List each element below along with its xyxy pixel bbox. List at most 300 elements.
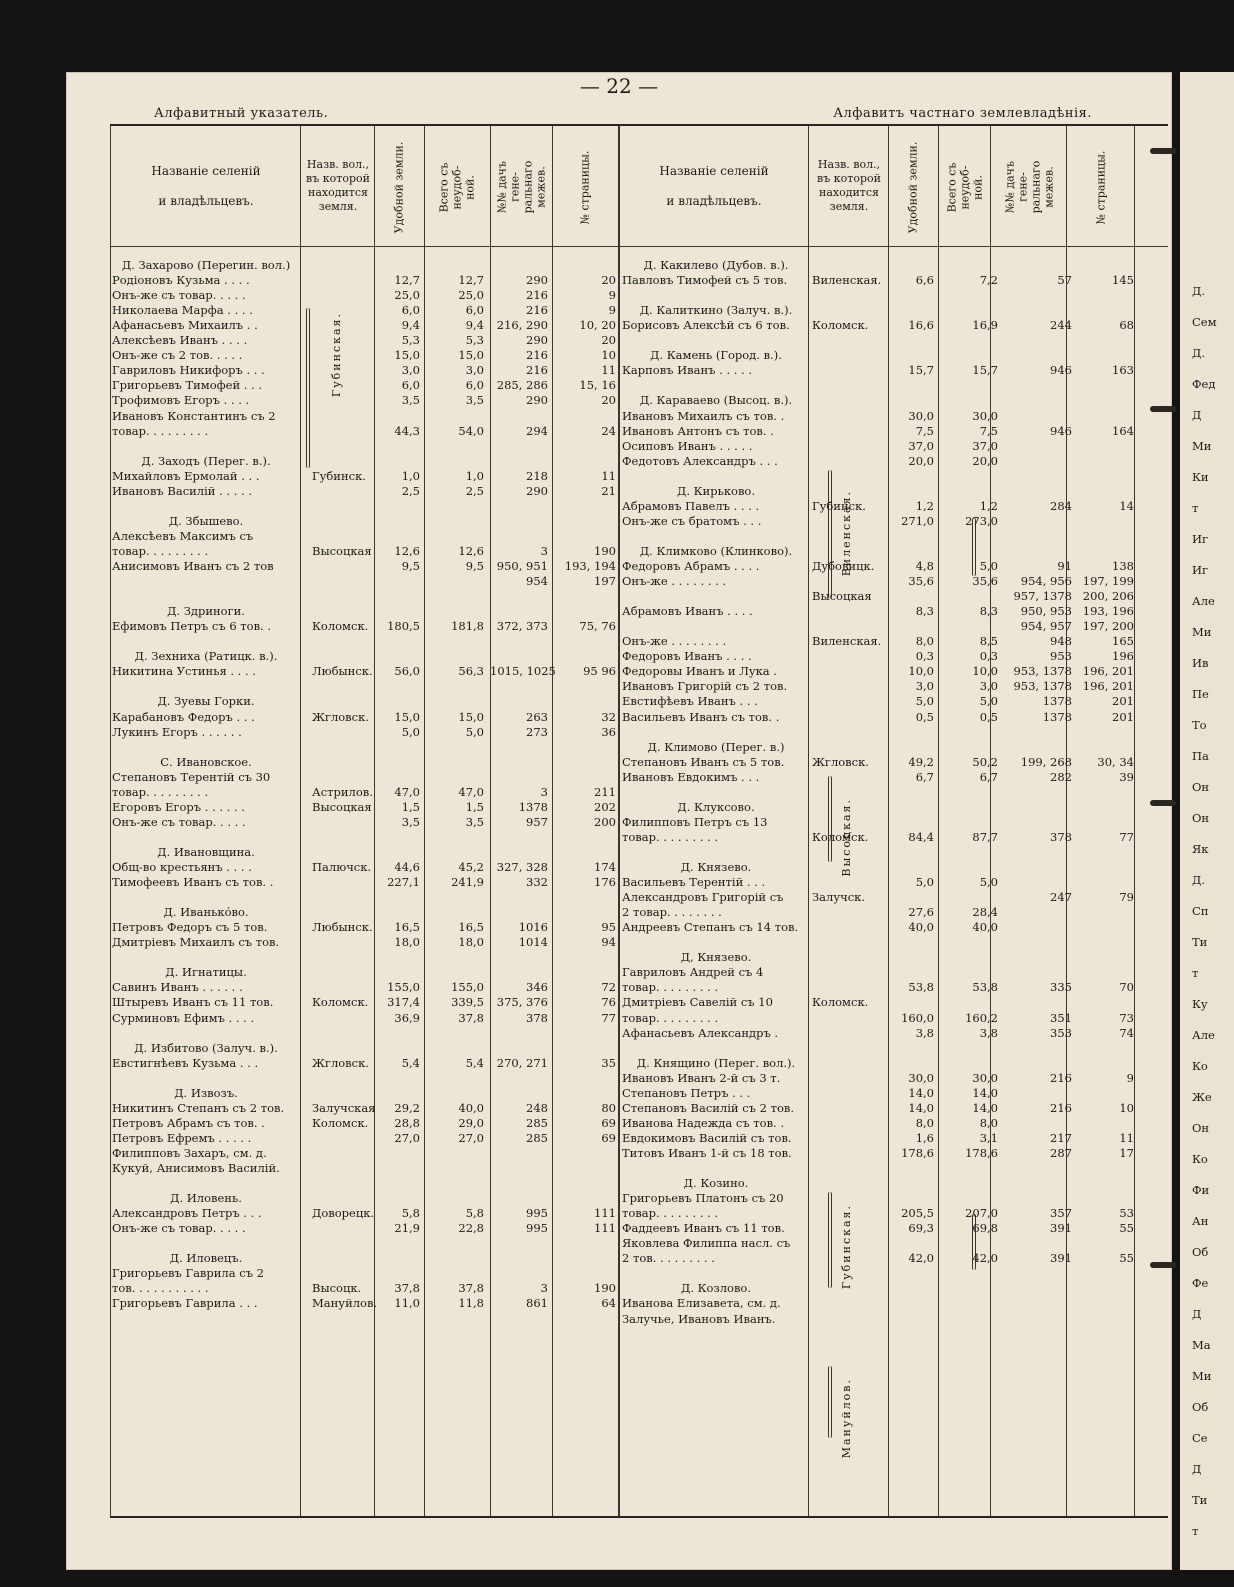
entry-name: Иванова Елизавета, см. д. bbox=[622, 1296, 781, 1311]
entry-name: Родіоновъ Кузьма . . . . bbox=[112, 273, 250, 288]
entry-volost: Виленская. bbox=[812, 634, 882, 649]
entry-name: Васильевъ Терентій . . . bbox=[622, 875, 766, 890]
entry-stranitsy: 111 bbox=[594, 1221, 616, 1236]
entry-stranitsy: 111 bbox=[594, 1206, 616, 1221]
entry-dachi: 216 bbox=[526, 363, 548, 378]
entry-name: Д. Иловень. bbox=[170, 1191, 242, 1206]
entry-stranitsy: 164 bbox=[1112, 423, 1134, 438]
entry-udobnoy: 1,0 bbox=[401, 468, 420, 483]
entry-name: товар. . . . . . . . . bbox=[622, 980, 719, 995]
entry-stranitsy: 201 bbox=[1112, 709, 1134, 724]
entry-stranitsy: 197 bbox=[594, 574, 616, 589]
entry-name: Онъ-же . . . . . . . . bbox=[622, 634, 727, 649]
index-table bbox=[110, 124, 1168, 1518]
fragment-text: Па bbox=[1192, 749, 1209, 763]
entry-name: Алексѣевъ Максимъ съ bbox=[112, 528, 254, 543]
entry-udobnoy: 3,8 bbox=[915, 1025, 934, 1040]
entry-name: Залучье, Ивановъ Иванъ. bbox=[622, 1311, 776, 1326]
entry-vsego: 15,0 bbox=[458, 709, 484, 724]
entry-vsego: 9,5 bbox=[465, 559, 484, 573]
col-header-dachi-right: №№ дачъ гене- ральнаго межев. bbox=[1003, 160, 1056, 214]
entry-name: Григорьевъ Тимофей . . . bbox=[112, 378, 263, 393]
entry-name: товар. . . . . . . . . bbox=[622, 1206, 719, 1221]
entry-name: Д. Козино. bbox=[683, 1176, 749, 1191]
entry-udobnoy: 155,0 bbox=[387, 980, 420, 995]
entry-udobnoy: 27,6 bbox=[908, 905, 934, 920]
entry-stranitsy: 163 bbox=[1112, 363, 1134, 378]
entry-udobnoy: 42,0 bbox=[908, 1251, 934, 1266]
entry-vsego: 273,0 bbox=[965, 513, 998, 528]
entry-dachi: 954, 956 bbox=[1020, 574, 1072, 589]
entry-name: Афанасьевъ Михаилъ . . bbox=[112, 318, 258, 333]
entry-name: Д. Караваево (Высоц. в.). bbox=[639, 393, 793, 408]
entry-vsego: 1,0 bbox=[465, 468, 484, 483]
entry-name: Иванова Надежда съ тов. . bbox=[622, 1115, 785, 1130]
entry-name: С. Ивановское. bbox=[160, 754, 252, 769]
entry-name: Онъ-же . . . . . . . . bbox=[622, 574, 727, 589]
entry-stranitsy: 190 bbox=[594, 1281, 616, 1296]
entry-udobnoy: 3,0 bbox=[915, 679, 934, 694]
entry-name: Карабановъ Федоръ . . . bbox=[112, 709, 255, 724]
entry-name: Степановъ Василій съ 2 тов. bbox=[622, 1100, 795, 1115]
entry-udobnoy: 7,5 bbox=[915, 423, 934, 438]
entry-udobnoy: 18,0 bbox=[394, 935, 420, 950]
entry-udobnoy: 178,6 bbox=[901, 1145, 934, 1160]
entry-name: Евдокимовъ Василій съ тов. bbox=[622, 1130, 792, 1145]
entry-name: Д. Иловецъ. bbox=[169, 1251, 243, 1266]
entry-dachi: 244 bbox=[1050, 318, 1072, 333]
entry-volost: Коломск. bbox=[812, 829, 869, 844]
fragment-text: Д bbox=[1192, 408, 1202, 422]
entry-name: Федотовъ Александръ . . . bbox=[622, 453, 778, 468]
fragment-text: Се bbox=[1192, 1431, 1208, 1445]
entry-udobnoy: 11,0 bbox=[394, 1296, 420, 1311]
entry-dachi: 332 bbox=[526, 875, 548, 890]
entry-vsego: 0,3 bbox=[979, 649, 998, 664]
entry-stranitsy: 14 bbox=[1119, 498, 1134, 513]
fragment-text: Пе bbox=[1192, 687, 1209, 701]
entry-name: 2 товар. . . . . . . . bbox=[622, 905, 722, 920]
entry-name: Евстифѣевъ Иванъ . . . bbox=[622, 694, 758, 709]
entry-dachi: 290 bbox=[526, 273, 548, 288]
entry-name: товар. . . . . . . . . bbox=[112, 423, 209, 438]
entry-dachi: 294 bbox=[526, 423, 548, 438]
entry-dachi: 285 bbox=[526, 1130, 548, 1145]
entry-name: Осиповъ Иванъ . . . . . bbox=[622, 438, 753, 453]
fragment-text: Сем bbox=[1192, 315, 1217, 329]
entry-volost: Коломск. bbox=[312, 1115, 369, 1130]
entry-udobnoy: 56,0 bbox=[394, 664, 420, 679]
entry-dachi: 216 bbox=[1050, 1070, 1072, 1085]
entry-name: Гавриловъ Андрей съ 4 bbox=[622, 965, 764, 980]
fragment-text: Иг bbox=[1192, 532, 1209, 546]
fragment-text: Як bbox=[1192, 842, 1209, 856]
entry-stranitsy: 9 bbox=[608, 303, 616, 318]
entry-volost: Коломск. bbox=[312, 995, 369, 1010]
entry-name: Д. Княщино (Перег. вол.). bbox=[636, 1055, 796, 1070]
entry-name: Ивановъ Иванъ 2-й съ 3 т. bbox=[622, 1070, 781, 1085]
entry-name: Савинъ Иванъ . . . . . . bbox=[112, 980, 243, 995]
entry-udobnoy: 6,0 bbox=[401, 378, 420, 393]
fragment-text: Фед bbox=[1192, 377, 1216, 391]
entry-udobnoy: 5,0 bbox=[915, 694, 934, 709]
entry-stranitsy: 72 bbox=[601, 980, 616, 995]
entry-name: Д. Климково (Клинково). bbox=[639, 543, 793, 558]
entry-vsego: 3,0 bbox=[979, 679, 998, 694]
fragment-text: Але bbox=[1192, 594, 1215, 608]
entry-udobnoy: 21,9 bbox=[394, 1221, 420, 1236]
entry-name: Титовъ Иванъ 1-й съ 18 тов. bbox=[622, 1145, 792, 1160]
entry-name: Лукинъ Егоръ . . . . . . bbox=[112, 724, 242, 739]
entry-vsego: 2,5 bbox=[465, 483, 484, 498]
entry-stranitsy: 80 bbox=[601, 1100, 616, 1115]
entry-name: Д. Збышево. bbox=[168, 513, 244, 528]
entry-stranitsy: 35 bbox=[601, 1055, 616, 1070]
col-header-dachi-left: №№ дачъ гене- ральнаго межев. bbox=[495, 160, 548, 214]
entry-stranitsy: 11 bbox=[1119, 1130, 1134, 1145]
entry-dachi: 372, 373 bbox=[496, 619, 548, 634]
entry-udobnoy: 53,8 bbox=[908, 980, 934, 995]
entry-vsego: 339,5 bbox=[451, 995, 484, 1010]
entry-udobnoy: 10,0 bbox=[908, 664, 934, 679]
entry-dachi: 57 bbox=[1057, 273, 1072, 288]
entry-dachi: 957 bbox=[526, 814, 548, 829]
fragment-text: Иг bbox=[1192, 563, 1209, 577]
entry-volost: Виленская. bbox=[812, 273, 882, 288]
entry-name: Д. Захарово (Перегин. вол.) bbox=[121, 258, 291, 272]
entry-udobnoy: 30,0 bbox=[908, 1070, 934, 1085]
entry-vsego: 178,6 bbox=[965, 1145, 998, 1160]
entry-dachi: 948 bbox=[1050, 634, 1072, 649]
entry-udobnoy: 15,0 bbox=[394, 348, 420, 363]
entry-stranitsy: 39 bbox=[1119, 769, 1134, 784]
volost-vertical-vysotskaya-right: Высоцкая. bbox=[840, 798, 853, 877]
entry-dachi: 391 bbox=[1050, 1221, 1072, 1236]
entry-name: Андреевъ Степанъ съ 14 тов. bbox=[622, 920, 799, 935]
entry-dachi: 1378 bbox=[1042, 709, 1072, 724]
entry-name: Николаева Марфа . . . . bbox=[112, 303, 253, 318]
entry-stranitsy: 36 bbox=[601, 724, 616, 739]
entry-name: Ивановъ Василій . . . . . bbox=[112, 483, 253, 498]
entry-vsego: 3,5 bbox=[465, 393, 484, 408]
entry-udobnoy: 14,0 bbox=[908, 1085, 934, 1100]
entry-dachi: 953, 1378 bbox=[1013, 679, 1072, 694]
volost-vertical-manuylov-right: Мануйлов. bbox=[840, 1378, 853, 1459]
entry-volost: Жгловск. bbox=[812, 754, 869, 769]
entry-stranitsy: 10 bbox=[1119, 1100, 1134, 1115]
entry-vsego: 30,0 bbox=[972, 408, 998, 423]
header-right: Алфавитъ частнаго землевладѣнія. bbox=[833, 106, 1092, 121]
fragment-text: Ив bbox=[1192, 656, 1209, 670]
entry-vsego: 5,0 bbox=[465, 724, 484, 739]
entry-vsego: 20,0 bbox=[972, 453, 998, 468]
entry-vsego: 35,6 bbox=[972, 574, 998, 589]
fragment-text: Ти bbox=[1192, 935, 1208, 949]
entry-name: Трофимовъ Егоръ . . . . bbox=[112, 393, 250, 408]
entry-vsego: 6,7 bbox=[979, 769, 998, 784]
entry-dachi: 995 bbox=[526, 1221, 548, 1236]
entry-udobnoy: 5,3 bbox=[401, 333, 420, 348]
entry-vsego: 5,0 bbox=[979, 875, 998, 890]
entry-volost: Дубовицк. bbox=[812, 559, 875, 573]
entry-vsego: 8,3 bbox=[979, 604, 998, 619]
entry-name: Анисимовъ Иванъ съ 2 тов bbox=[112, 559, 274, 573]
entry-udobnoy: 36,9 bbox=[394, 1010, 420, 1025]
entry-dachi: 953 bbox=[1050, 649, 1072, 664]
entry-volost: Высоцк. bbox=[312, 1281, 362, 1296]
entry-vsego: 25,0 bbox=[458, 288, 484, 303]
entry-name: Кукуй, Анисимовъ Василій. bbox=[112, 1161, 280, 1175]
entry-dachi: 263 bbox=[526, 709, 548, 724]
fragment-text: Ко bbox=[1192, 1059, 1208, 1073]
entry-stranitsy: 68 bbox=[1119, 318, 1134, 333]
entry-stranitsy: 196, 201 bbox=[1082, 679, 1134, 694]
entry-udobnoy: 30,0 bbox=[908, 408, 934, 423]
entry-dachi: 3 bbox=[540, 1281, 548, 1296]
entry-udobnoy: 0,3 bbox=[915, 649, 934, 664]
entry-dachi: 3 bbox=[540, 784, 548, 799]
entry-stranitsy: 53 bbox=[1119, 1206, 1134, 1221]
entry-stranitsy: 202 bbox=[594, 799, 616, 814]
entry-volost: Высоцкая bbox=[312, 543, 372, 558]
entry-vsego: 160,2 bbox=[965, 1010, 998, 1025]
entry-stranitsy: 176 bbox=[594, 875, 616, 890]
entry-volost: Губинск. bbox=[812, 498, 866, 513]
entry-dachi: 285, 286 bbox=[496, 378, 548, 393]
entry-udobnoy: 84,4 bbox=[908, 829, 934, 844]
entry-name: Яковлева Филиппа насл. съ bbox=[622, 1236, 791, 1251]
entry-udobnoy: 3,5 bbox=[401, 814, 420, 829]
entry-vsego: 6,0 bbox=[465, 378, 484, 393]
entry-udobnoy: 27,0 bbox=[394, 1130, 420, 1145]
entry-dachi: 346 bbox=[526, 980, 548, 995]
entry-stranitsy: 174 bbox=[594, 860, 616, 874]
entry-name: Тимофеевъ Иванъ съ тов. . bbox=[112, 875, 274, 890]
entry-vsego: 50,2 bbox=[972, 754, 998, 769]
entry-name: Д. Кирьково. bbox=[676, 483, 755, 498]
entry-stranitsy: 17 bbox=[1119, 1145, 1134, 1160]
entry-volost: Коломск. bbox=[312, 619, 369, 634]
binding-clip bbox=[1150, 148, 1176, 154]
fragment-text: То bbox=[1192, 718, 1207, 732]
entry-stranitsy: 64 bbox=[601, 1296, 616, 1311]
entry-udobnoy: 12,6 bbox=[394, 543, 420, 558]
entry-udobnoy: 8,0 bbox=[915, 634, 934, 649]
entry-name: Степановъ Петръ . . . bbox=[622, 1085, 751, 1100]
entry-udobnoy: 9,5 bbox=[401, 559, 420, 573]
entry-stranitsy: 20 bbox=[601, 393, 616, 408]
entry-stranitsy: 10, 20 bbox=[579, 318, 616, 333]
entry-vsego: 18,0 bbox=[458, 935, 484, 950]
entry-name: Филипповъ Петръ съ 13 bbox=[622, 814, 768, 829]
entry-vsego: 12,6 bbox=[458, 543, 484, 558]
entry-vsego: 0,5 bbox=[979, 709, 998, 724]
entry-vsego: 15,0 bbox=[458, 348, 484, 363]
entry-vsego: 47,0 bbox=[458, 784, 484, 799]
entry-udobnoy: 8,0 bbox=[915, 1115, 934, 1130]
entry-name: Федоровы Иванъ и Лука . bbox=[622, 664, 777, 679]
entry-volost: Высоцкая bbox=[312, 799, 372, 814]
entry-vsego: 3,5 bbox=[465, 814, 484, 829]
entry-stranitsy: 200, 206 bbox=[1082, 589, 1134, 604]
fragment-text: Сп bbox=[1192, 904, 1209, 918]
entry-vsego: 241,9 bbox=[451, 875, 484, 890]
fragment-text: Д bbox=[1192, 1307, 1202, 1321]
entry-name: Петровъ Абрамъ съ тов. . bbox=[112, 1115, 265, 1130]
entry-vsego: 7,5 bbox=[979, 423, 998, 438]
entry-name: Карповъ Иванъ . . . . . bbox=[622, 363, 753, 378]
entry-vsego: 54,0 bbox=[458, 423, 484, 438]
entry-vsego: 8,0 bbox=[979, 1115, 998, 1130]
volost-vertical-gubinskaya-left: Губинская. bbox=[330, 312, 343, 398]
entry-udobnoy: 205,5 bbox=[901, 1206, 934, 1221]
entry-volost: Мануйлов. bbox=[312, 1296, 378, 1311]
entry-stranitsy: 211 bbox=[594, 784, 616, 799]
col-header-udobnoy-right: Удобной земли. bbox=[906, 141, 920, 233]
entry-dachi: 335 bbox=[1050, 980, 1072, 995]
entry-udobnoy: 9,4 bbox=[401, 318, 420, 333]
fragment-text: Ти bbox=[1192, 1493, 1208, 1507]
entry-udobnoy: 8,3 bbox=[915, 604, 934, 619]
entry-name: товар. . . . . . . . . bbox=[622, 829, 719, 844]
entry-name: Григорьевъ Гаврила . . . bbox=[112, 1296, 258, 1311]
entry-name: Д. Какилево (Дубов. в.). bbox=[643, 258, 789, 272]
entry-vsego: 30,0 bbox=[972, 1070, 998, 1085]
entry-udobnoy: 4,8 bbox=[915, 559, 934, 573]
entry-name: Д. Зехниха (Ратицк. в.). bbox=[134, 649, 278, 664]
entry-stranitsy: 15, 16 bbox=[579, 378, 616, 393]
entry-dachi: 946 bbox=[1050, 363, 1072, 378]
entry-name: Ивановъ Михаилъ съ тов. . bbox=[622, 408, 785, 423]
entry-stranitsy: 79 bbox=[1119, 890, 1134, 905]
entry-name: Петровъ Федоръ съ 5 тов. bbox=[112, 920, 268, 935]
entry-name: Гавриловъ Никифоръ . . . bbox=[112, 363, 265, 378]
entry-dachi: 954, 957 bbox=[1020, 619, 1072, 634]
entry-stranitsy: 190 bbox=[594, 543, 616, 558]
entry-stranitsy: 69 bbox=[601, 1115, 616, 1130]
entry-vsego: 14,0 bbox=[972, 1100, 998, 1115]
fragment-text: Але bbox=[1192, 1028, 1215, 1042]
entry-name: Федоровъ Абрамъ . . . . bbox=[622, 559, 760, 573]
entry-vsego: 15,7 bbox=[972, 363, 998, 378]
entry-udobnoy: 29,2 bbox=[394, 1100, 420, 1115]
entry-udobnoy: 0,5 bbox=[915, 709, 934, 724]
entry-vsego: 5,4 bbox=[465, 1055, 484, 1070]
fragment-text: Фе bbox=[1192, 1276, 1209, 1290]
entry-volost: Жгловск. bbox=[312, 709, 369, 724]
entry-vsego: 40,0 bbox=[972, 920, 998, 935]
entry-name: Васильевъ Иванъ съ тов. . bbox=[622, 709, 780, 724]
entry-udobnoy: 3,0 bbox=[401, 363, 420, 378]
entry-dachi: 217 bbox=[1050, 1130, 1072, 1145]
entry-dachi: 290 bbox=[526, 333, 548, 348]
entry-stranitsy: 77 bbox=[1119, 829, 1134, 844]
entry-dachi: 290 bbox=[526, 393, 548, 408]
entry-vsego: 29,0 bbox=[458, 1115, 484, 1130]
fragment-text: Ми bbox=[1192, 439, 1212, 453]
entry-vsego: 10,0 bbox=[972, 664, 998, 679]
entry-stranitsy: 9 bbox=[1126, 1070, 1134, 1085]
entry-vsego: 53,8 bbox=[972, 980, 998, 995]
entry-dachi: 1378 bbox=[1042, 694, 1072, 709]
entry-name: Дмитріевъ Савелій съ 10 bbox=[622, 995, 773, 1010]
fragment-text: Ко bbox=[1192, 1152, 1208, 1166]
entry-vsego: 37,8 bbox=[458, 1010, 484, 1025]
entry-stranitsy: 30, 34 bbox=[1097, 754, 1134, 769]
entry-dachi: 357 bbox=[1050, 1206, 1072, 1221]
header-left: Алфавитный указатель. bbox=[154, 106, 329, 121]
entry-name: Д. Игнатицы. bbox=[165, 965, 247, 980]
entry-name: Михайловъ Ермолай . . . bbox=[112, 468, 260, 483]
entry-stranitsy: 77 bbox=[601, 1010, 616, 1025]
entry-dachi: 3 bbox=[540, 543, 548, 558]
entry-dachi: 290 bbox=[526, 483, 548, 498]
fragment-text: Фи bbox=[1192, 1183, 1210, 1197]
volost-vertical-vilenskaya-right: Виленская. bbox=[840, 490, 853, 577]
entry-vsego: 14,0 bbox=[972, 1085, 998, 1100]
entry-volost: Жгловск. bbox=[312, 1055, 369, 1070]
entry-udobnoy: 5,0 bbox=[915, 875, 934, 890]
entry-udobnoy: 180,5 bbox=[387, 619, 420, 634]
entry-dachi: 995 bbox=[526, 1206, 548, 1221]
entry-volost: Астрилов. bbox=[312, 784, 373, 799]
entry-name: Абрамовъ Павелъ . . . . bbox=[622, 498, 760, 513]
entry-vsego: 27,0 bbox=[458, 1130, 484, 1145]
entry-name: Штыревъ Иванъ съ 11 тов. bbox=[112, 995, 274, 1010]
col-header-volost-left: Назв. вол., въ которой находится земля. bbox=[306, 158, 370, 213]
entry-stranitsy: 196 bbox=[1112, 649, 1134, 664]
entry-dachi: 391 bbox=[1050, 1251, 1072, 1266]
entry-name: Онъ-же съ 2 тов. . . . . bbox=[112, 348, 243, 363]
entry-udobnoy: 2,5 bbox=[401, 483, 420, 498]
entry-vsego: 22,8 bbox=[458, 1221, 484, 1236]
fragment-text: Об bbox=[1192, 1400, 1209, 1414]
entry-stranitsy: 145 bbox=[1112, 273, 1134, 288]
entry-dachi: 270, 271 bbox=[496, 1055, 548, 1070]
entry-udobnoy: 3,5 bbox=[401, 393, 420, 408]
entry-volost: Залучск. bbox=[812, 890, 865, 905]
entry-vsego: 9,4 bbox=[465, 318, 484, 333]
entry-udobnoy: 47,0 bbox=[394, 784, 420, 799]
entry-stranitsy: 20 bbox=[601, 273, 616, 288]
entry-vsego: 3,8 bbox=[979, 1025, 998, 1040]
col-header-name-right: Названіе селеній и владѣльцевъ. bbox=[659, 163, 769, 208]
entry-vsego: 6,0 bbox=[465, 303, 484, 318]
entry-vsego: 8,5 bbox=[979, 634, 998, 649]
entry-vsego: 5,0 bbox=[979, 694, 998, 709]
entry-udobnoy: 16,6 bbox=[908, 318, 934, 333]
entry-stranitsy: 165 bbox=[1112, 634, 1134, 649]
binding-clip bbox=[1150, 1262, 1176, 1268]
entry-udobnoy: 15,0 bbox=[394, 709, 420, 724]
entry-vsego: 28,4 bbox=[972, 905, 998, 920]
entry-volost: Любынск. bbox=[312, 664, 373, 679]
entry-vsego: 16,9 bbox=[972, 318, 998, 333]
entry-name: Д, Князево. bbox=[680, 950, 752, 965]
next-page-edge bbox=[1180, 72, 1234, 1570]
col-header-stranitsy-left: № страницы. bbox=[578, 150, 592, 224]
entry-name: Д. Калиткино (Залуч. в.). bbox=[639, 303, 793, 318]
entry-udobnoy: 49,2 bbox=[908, 754, 934, 769]
entry-stranitsy: 21 bbox=[601, 483, 616, 498]
entry-name: Д. Князево. bbox=[680, 860, 752, 874]
entry-vsego: 5,8 bbox=[465, 1206, 484, 1221]
entry-name: Фаддеевъ Иванъ съ 11 тов. bbox=[622, 1221, 785, 1236]
page-number: — 22 — bbox=[579, 74, 659, 98]
entry-vsego: 42,0 bbox=[972, 1251, 998, 1266]
entry-dachi: 351 bbox=[1050, 1010, 1072, 1025]
entry-stranitsy: 197, 200 bbox=[1082, 619, 1134, 634]
